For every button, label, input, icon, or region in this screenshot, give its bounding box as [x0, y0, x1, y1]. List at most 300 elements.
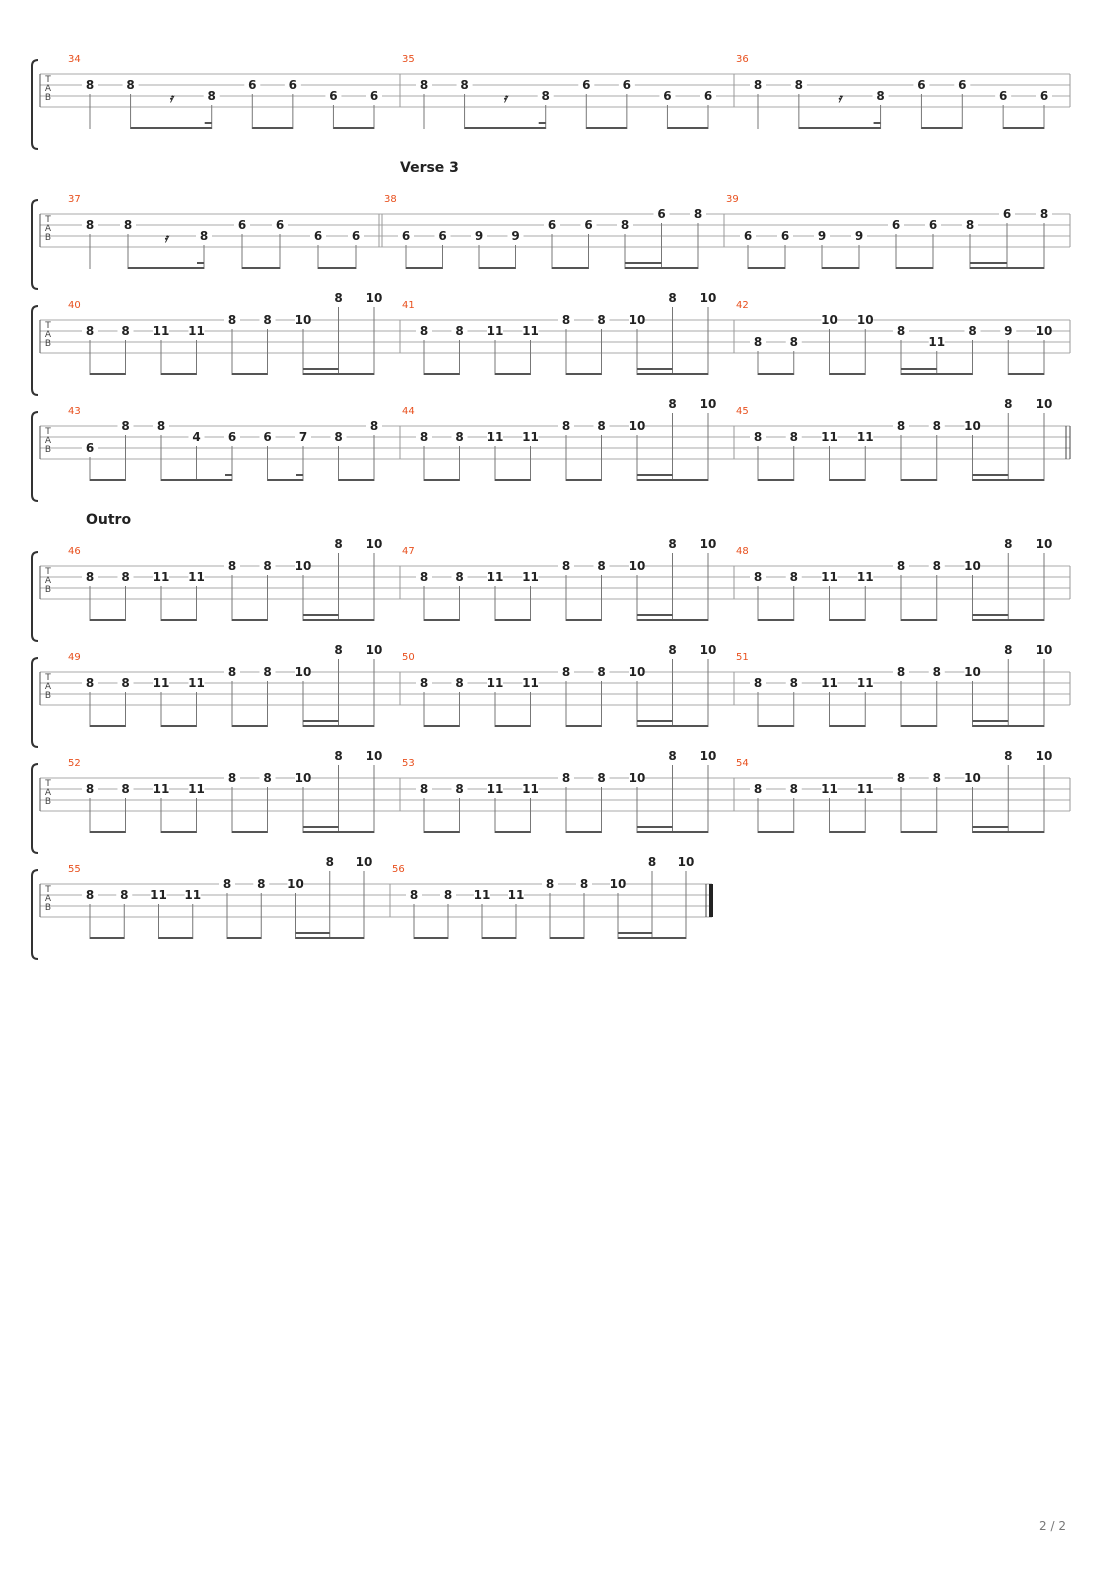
fret-number: 8 — [561, 665, 571, 679]
fret-number: 11 — [486, 570, 504, 584]
beam — [550, 937, 584, 939]
beam — [227, 937, 261, 939]
beam — [973, 619, 1045, 621]
fret-number: 8 — [668, 537, 677, 551]
beam — [161, 479, 232, 481]
fret-number: 6 — [622, 78, 632, 92]
beam — [901, 831, 937, 833]
fret-number: 6 — [438, 229, 447, 243]
fret-number: 8 — [419, 430, 429, 444]
beam-secondary — [637, 474, 673, 476]
beam — [901, 373, 973, 375]
measure-number: 50 — [402, 652, 415, 663]
measure-number: 52 — [68, 758, 81, 769]
beam — [90, 831, 126, 833]
fret-number: 8 — [789, 570, 798, 584]
beam — [161, 831, 197, 833]
measure — [736, 749, 1070, 833]
system-bracket — [32, 306, 38, 395]
beam — [637, 479, 708, 481]
fret-number: 10 — [628, 771, 646, 785]
beam — [252, 127, 293, 129]
tab-clef-letter: T — [45, 885, 51, 895]
beam — [830, 619, 866, 621]
beam — [482, 937, 516, 939]
beam — [901, 725, 937, 727]
beam — [414, 937, 448, 939]
measure — [736, 643, 1070, 727]
fret-number: 10 — [294, 313, 312, 327]
system-bracket — [32, 412, 38, 501]
sixteenth-rest: 𝄿 — [169, 91, 173, 105]
fret-number: 6 — [582, 78, 591, 92]
fret-number: 10 — [294, 665, 312, 679]
fret-number: 10 — [365, 537, 383, 551]
system-bracket — [32, 552, 38, 641]
fret-number: 8 — [968, 324, 977, 338]
tab-clef-letter: T — [45, 673, 51, 683]
fret-number: 10 — [365, 643, 383, 657]
fret-number: 8 — [263, 771, 272, 785]
fret-number: 9 — [1004, 324, 1013, 338]
fret-number: 8 — [932, 665, 941, 679]
fret-number: 8 — [85, 78, 95, 92]
tab-clef-letter: B — [44, 585, 52, 595]
fret-number: 8 — [932, 771, 941, 785]
fret-number: 7 — [298, 430, 308, 444]
fret-number: 6 — [928, 218, 938, 232]
tab-clef-letter: B — [44, 903, 52, 913]
fret-number: 10 — [964, 559, 981, 573]
final-barline-thick — [709, 884, 713, 917]
beam-secondary — [296, 932, 330, 934]
fret-number: 8 — [753, 78, 763, 92]
fret-number: 8 — [85, 570, 95, 584]
fret-number: 8 — [120, 888, 129, 902]
fret-number: 6 — [547, 218, 557, 232]
tab-system — [32, 643, 1070, 747]
fret-number: 8 — [896, 771, 906, 785]
measure-number: 47 — [402, 546, 415, 557]
fret-number: 10 — [699, 291, 717, 305]
fret-number: 8 — [789, 676, 798, 690]
tab-system — [32, 512, 1070, 641]
beam — [758, 619, 794, 621]
fret-number: 8 — [334, 291, 343, 305]
fret-number: 11 — [522, 430, 539, 444]
fret-number: 8 — [207, 89, 216, 103]
beam — [161, 619, 197, 621]
beam-secondary — [225, 474, 232, 476]
fret-number: 6 — [288, 78, 298, 92]
beam-secondary — [539, 122, 546, 124]
fret-number: 8 — [620, 218, 630, 232]
fret-number: 6 — [958, 78, 967, 92]
beam — [1008, 373, 1044, 375]
fret-number: 6 — [917, 78, 926, 92]
beam — [566, 373, 602, 375]
beam — [618, 937, 686, 939]
beam — [758, 373, 794, 375]
beam — [625, 267, 698, 269]
beam — [748, 267, 785, 269]
beam — [758, 479, 794, 481]
fret-number: 8 — [1004, 749, 1013, 763]
section-title: Verse 3 — [400, 160, 459, 176]
measure-number: 48 — [736, 546, 749, 557]
fret-number: 8 — [876, 89, 885, 103]
beam-secondary — [637, 826, 673, 828]
tab-system — [32, 291, 1070, 395]
fret-number: 4 — [192, 430, 201, 444]
beam — [799, 127, 881, 129]
tab-clef-letter: A — [44, 894, 52, 904]
fret-number: 8 — [121, 676, 130, 690]
fret-number: 10 — [355, 855, 373, 869]
tab-clef-letter: T — [45, 75, 51, 85]
beam — [232, 373, 268, 375]
tab-clef-letter: B — [44, 445, 52, 455]
measure — [402, 643, 734, 727]
fret-number: 6 — [313, 229, 323, 243]
beam — [566, 725, 602, 727]
fret-number: 6 — [329, 89, 338, 103]
fret-number: 9 — [817, 229, 827, 243]
beam — [637, 831, 708, 833]
sixteenth-rest: 𝄿 — [164, 231, 168, 245]
fret-number: 10 — [1035, 749, 1053, 763]
fret-number: 8 — [126, 78, 135, 92]
fret-number: 8 — [561, 771, 571, 785]
fret-number: 10 — [699, 643, 717, 657]
measure-number: 56 — [392, 864, 405, 875]
beam — [495, 725, 531, 727]
beam — [637, 373, 708, 375]
measure — [402, 537, 734, 621]
beam-secondary — [637, 614, 673, 616]
beam-secondary — [303, 826, 339, 828]
system-bracket — [32, 870, 38, 959]
fret-number: 11 — [522, 324, 539, 338]
fret-number: 8 — [794, 78, 804, 92]
fret-number: 11 — [152, 570, 170, 584]
measure — [736, 300, 1070, 375]
fret-number: 6 — [1002, 207, 1012, 221]
fret-number: 10 — [699, 537, 717, 551]
fret-number: 8 — [1004, 537, 1013, 551]
measure-number: 40 — [68, 300, 81, 311]
tab-system — [32, 160, 1070, 289]
beam — [303, 831, 374, 833]
tab-clef-letter: A — [44, 576, 52, 586]
beam — [896, 267, 933, 269]
fret-number: 8 — [541, 89, 550, 103]
measure-number: 46 — [68, 546, 81, 557]
beam — [970, 267, 1044, 269]
beam — [232, 831, 268, 833]
measure-number: 41 — [402, 300, 415, 311]
beam — [667, 127, 708, 129]
fret-number: 8 — [789, 335, 798, 349]
fret-number: 6 — [891, 218, 901, 232]
measure-number: 43 — [68, 406, 81, 417]
beam — [830, 479, 866, 481]
beam — [495, 373, 531, 375]
fret-number: 8 — [419, 782, 429, 796]
fret-number: 8 — [85, 676, 95, 690]
measure-number: 35 — [402, 54, 415, 65]
fret-number: 8 — [227, 559, 237, 573]
beam-secondary — [303, 614, 339, 616]
beam — [90, 479, 126, 481]
beam — [159, 937, 193, 939]
beam — [495, 619, 531, 621]
fret-number: 6 — [263, 430, 272, 444]
fret-number: 8 — [334, 749, 343, 763]
fret-number: 8 — [325, 855, 334, 869]
fret-number: 8 — [419, 570, 429, 584]
tab-clef-letter: B — [44, 797, 52, 807]
beam — [296, 937, 365, 939]
tab-clef-letter: A — [44, 436, 52, 446]
beam — [637, 619, 708, 621]
tab-system — [32, 749, 1070, 853]
beam — [161, 725, 197, 727]
fret-number: 10 — [964, 665, 981, 679]
fret-number: 8 — [753, 570, 763, 584]
measure — [68, 855, 390, 939]
fret-number: 11 — [856, 570, 874, 584]
fret-number: 6 — [657, 207, 666, 221]
fret-number: 8 — [753, 782, 763, 796]
measure-number: 44 — [402, 406, 415, 417]
fret-number: 8 — [647, 855, 657, 869]
beam — [901, 619, 937, 621]
fret-number: 6 — [1039, 89, 1049, 103]
tab-clef-letter: T — [45, 567, 51, 577]
measure — [68, 537, 400, 621]
fret-number: 8 — [579, 877, 589, 891]
beam — [552, 267, 589, 269]
beam-secondary — [973, 614, 1009, 616]
measure — [68, 406, 400, 481]
fret-number: 8 — [85, 782, 95, 796]
fret-number: 8 — [597, 771, 606, 785]
beam — [758, 831, 794, 833]
sixteenth-rest: 𝄿 — [837, 91, 842, 105]
fret-number: 11 — [486, 782, 504, 796]
fret-number: 8 — [932, 419, 941, 433]
fret-number: 8 — [121, 324, 130, 338]
beam — [128, 267, 204, 269]
tab-clef-letter: A — [44, 682, 52, 692]
fret-number: 8 — [419, 676, 429, 690]
fret-number: 8 — [753, 430, 763, 444]
fret-number: 11 — [188, 782, 205, 796]
beam-secondary — [205, 122, 212, 124]
fret-number: 8 — [668, 291, 677, 305]
beam — [318, 267, 356, 269]
fret-number: 8 — [597, 665, 606, 679]
tab-clef-letter: B — [44, 233, 52, 243]
fret-number: 11 — [522, 782, 539, 796]
fret-number: 8 — [443, 888, 453, 902]
fret-number: 10 — [699, 397, 717, 411]
fret-number: 11 — [150, 888, 167, 902]
fret-number: 8 — [85, 324, 95, 338]
tab-clef-letter: B — [44, 339, 52, 349]
fret-number: 10 — [628, 419, 646, 433]
beam — [830, 725, 866, 727]
measure — [736, 537, 1070, 621]
beam — [268, 479, 304, 481]
beam — [406, 267, 443, 269]
tab-system — [32, 855, 713, 959]
fret-number: 11 — [188, 324, 205, 338]
measure — [68, 749, 400, 833]
fret-number: 8 — [334, 537, 343, 551]
fret-number: 11 — [821, 570, 838, 584]
fret-number: 6 — [85, 441, 95, 455]
fret-number: 8 — [896, 559, 906, 573]
system-bracket — [32, 60, 38, 149]
fret-number: 8 — [455, 676, 464, 690]
measure-number: 54 — [736, 758, 749, 769]
fret-number: 8 — [85, 218, 95, 232]
fret-number: 10 — [365, 291, 383, 305]
fret-number: 11 — [184, 888, 202, 902]
fret-number: 8 — [753, 676, 763, 690]
fret-number: 8 — [263, 559, 272, 573]
beam-secondary — [625, 262, 662, 264]
fret-number: 9 — [854, 229, 864, 243]
fret-number: 6 — [780, 229, 790, 243]
fret-number: 8 — [369, 419, 379, 433]
fret-number: 8 — [789, 430, 798, 444]
beam — [566, 619, 602, 621]
beam — [637, 725, 708, 727]
fret-number: 10 — [294, 771, 312, 785]
fret-number: 8 — [334, 430, 343, 444]
beam — [424, 619, 460, 621]
fret-number: 8 — [222, 877, 232, 891]
fret-number: 11 — [821, 676, 838, 690]
tab-clef-letter: T — [45, 779, 51, 789]
tab-system — [32, 54, 1070, 149]
fret-number: 11 — [928, 335, 946, 349]
beam-secondary — [901, 368, 937, 370]
fret-number: 8 — [668, 397, 677, 411]
fret-number: 10 — [1035, 643, 1053, 657]
fret-number: 8 — [257, 877, 266, 891]
fret-number: 10 — [821, 313, 838, 327]
measure — [736, 397, 1070, 481]
fret-number: 8 — [121, 419, 130, 433]
fret-number: 8 — [455, 324, 464, 338]
measure-number: 51 — [736, 652, 749, 663]
tab-clef-letter: T — [45, 215, 51, 225]
fret-number: 8 — [263, 665, 272, 679]
beam-secondary — [303, 368, 339, 370]
beam-secondary — [874, 122, 881, 124]
fret-number: 6 — [369, 89, 379, 103]
beam — [90, 725, 126, 727]
beam — [822, 267, 859, 269]
measure-number: 45 — [736, 406, 749, 417]
beam — [242, 267, 280, 269]
measure — [68, 194, 382, 269]
measure — [402, 291, 734, 375]
beam-secondary — [303, 720, 339, 722]
fret-number: 9 — [474, 229, 484, 243]
beam — [973, 725, 1045, 727]
beam — [161, 373, 197, 375]
fret-number: 8 — [227, 665, 237, 679]
fret-number: 11 — [152, 676, 170, 690]
fret-number: 8 — [409, 888, 419, 902]
fret-number: 8 — [597, 559, 606, 573]
beam — [973, 479, 1045, 481]
fret-number: 8 — [753, 335, 763, 349]
measure — [402, 397, 734, 481]
beam — [424, 831, 460, 833]
fret-number: 11 — [152, 782, 170, 796]
beam-secondary — [637, 368, 673, 370]
beam — [232, 725, 268, 727]
measure — [68, 291, 400, 375]
fret-number: 6 — [275, 218, 285, 232]
tab-clef-letter: A — [44, 330, 52, 340]
fret-number: 8 — [121, 570, 130, 584]
fret-number: 10 — [699, 749, 717, 763]
beam — [424, 373, 460, 375]
beam — [495, 479, 531, 481]
measure — [392, 855, 713, 939]
fret-number: 8 — [668, 749, 677, 763]
fret-number: 6 — [584, 218, 593, 232]
fret-number: 8 — [668, 643, 677, 657]
tab-system — [32, 397, 1070, 501]
fret-number: 8 — [227, 313, 237, 327]
measure-number: 42 — [736, 300, 749, 311]
beam-secondary — [973, 474, 1009, 476]
fret-number: 10 — [628, 313, 646, 327]
beam — [830, 831, 866, 833]
beam — [830, 373, 866, 375]
fret-number: 6 — [998, 89, 1008, 103]
measure-number: 39 — [726, 194, 739, 205]
fret-number: 8 — [419, 78, 429, 92]
beam — [90, 619, 126, 621]
fret-number: 10 — [609, 877, 627, 891]
fret-number: 8 — [123, 218, 133, 232]
fret-number: 8 — [227, 771, 237, 785]
fret-number: 8 — [455, 570, 464, 584]
fret-number: 10 — [1035, 324, 1053, 338]
measure-number: 37 — [68, 194, 81, 205]
fret-number: 8 — [545, 877, 555, 891]
beam — [465, 127, 546, 129]
fret-number: 8 — [561, 419, 571, 433]
measure-number: 34 — [68, 54, 81, 65]
fret-number: 9 — [511, 229, 520, 243]
fret-number: 10 — [964, 771, 981, 785]
beam-secondary — [970, 262, 1007, 264]
fret-number: 10 — [856, 313, 874, 327]
fret-number: 10 — [628, 665, 646, 679]
beam — [339, 479, 375, 481]
beam — [131, 127, 212, 129]
